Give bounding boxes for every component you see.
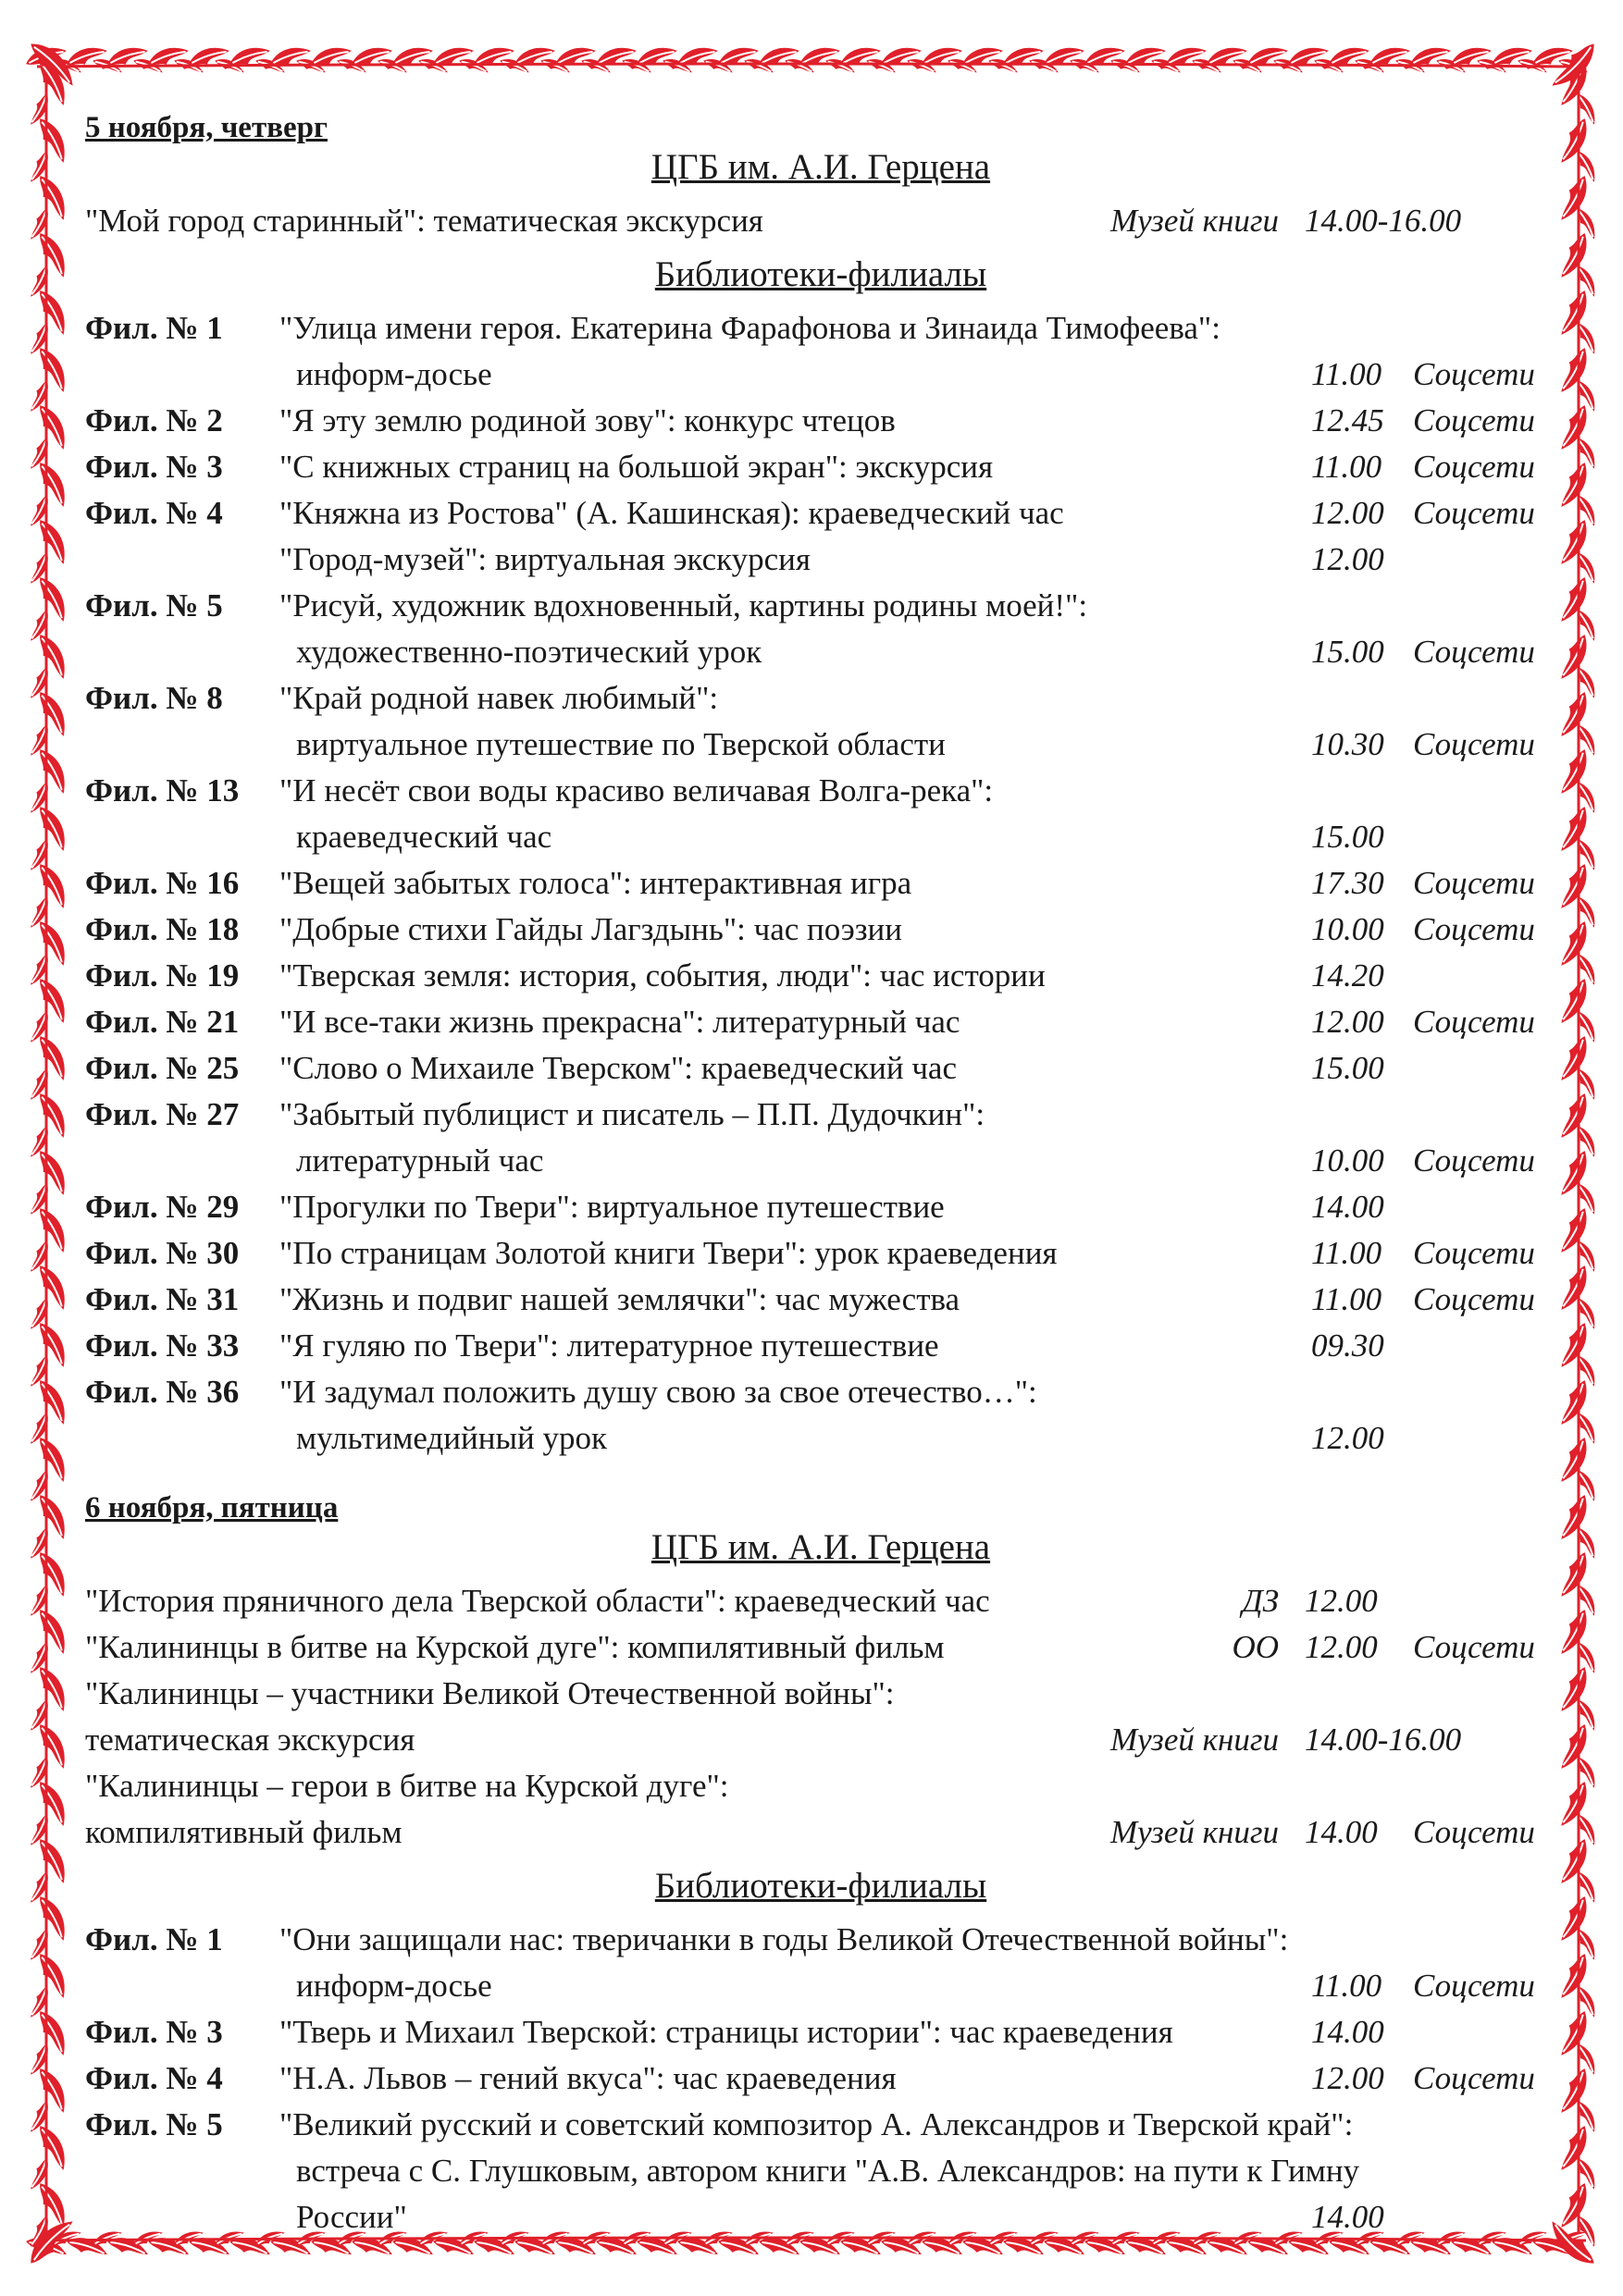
event-location: ДЗ — [1242, 1583, 1279, 1619]
event-time: 10.00 — [1311, 911, 1384, 947]
event-time: 14.00 — [1311, 1189, 1384, 1225]
branch-number: Фил. № 5 — [85, 587, 223, 623]
branch-number: Фил. № 33 — [85, 1327, 240, 1364]
branch-event — [85, 1045, 1556, 1092]
branch-number: Фил. № 19 — [85, 957, 240, 994]
branch-event — [85, 1917, 1556, 2009]
event-title-line: тематическая экскурсия — [85, 1722, 415, 1758]
event-time: 17.30 — [1311, 865, 1384, 901]
branch-event — [85, 1277, 1556, 1323]
event-platform: Соцсети — [1413, 1629, 1535, 1665]
branch-event — [85, 1230, 1556, 1277]
event-title-line: информ-досье — [296, 1968, 492, 2004]
event-central — [85, 198, 1556, 244]
branch-event — [85, 860, 1556, 907]
event-time: 12.00 — [1311, 2060, 1384, 2096]
event-platform: Соцсети — [1413, 911, 1535, 947]
section-title-branches: Библиотеки-филиалы — [654, 1866, 987, 1906]
branch-number: Фил. № 13 — [85, 772, 240, 809]
event-time: 09.30 — [1311, 1327, 1384, 1364]
event-central — [85, 1578, 1556, 1624]
event-location: Музей книги — [1109, 203, 1279, 239]
event-platform: Соцсети — [1413, 1142, 1535, 1179]
event-title-line: "Город-музей": виртуальная экскурсия — [279, 541, 812, 577]
event-time: 12.00 — [1311, 495, 1384, 531]
branch-number: Фил. № 3 — [85, 2014, 223, 2050]
branch-event — [85, 398, 1556, 444]
event-title-line: встреча с С. Глушковым, автором книги "А.В. Александров: на пути к Гимну — [296, 2153, 1360, 2189]
event-time: 14.00-16.00 — [1305, 203, 1462, 239]
event-title-line: "Край родной навек любимый": — [279, 680, 719, 716]
branch-number: Фил. № 3 — [85, 449, 223, 485]
event-title-line: "Вещей забытых голоса": интерактивная игра — [279, 865, 912, 901]
event-title-line: "Княжна из Ростова" (А. Кашинская): краеведческий час — [279, 495, 1064, 531]
event-time: 12.00 — [1311, 1420, 1384, 1456]
day-heading: 6 ноября, пятница — [85, 1491, 339, 1524]
event-platform: Соцсети — [1413, 634, 1535, 670]
event-title-line: "Тверская земля: история, события, люди": час истории — [279, 957, 1046, 994]
branch-number: Фил. № 1 — [85, 310, 223, 346]
event-title-line: литературный час — [296, 1142, 544, 1179]
branch-number: Фил. № 36 — [85, 1374, 240, 1410]
branch-number: Фил. № 4 — [85, 2060, 223, 2096]
event-title-line: "История пряничного дела Тверской области": краеведческий час — [85, 1583, 990, 1619]
event-time: 14.00 — [1311, 2199, 1384, 2235]
event-time: 14.00 — [1311, 2014, 1384, 2050]
event-title-line: "По страницам Золотой книги Твери": урок краеведения — [279, 1235, 1058, 1271]
event-title-line: "И задумал положить душу свою за свое отечество…": — [279, 1374, 1037, 1410]
branch-number: Фил. № 16 — [85, 865, 240, 901]
branch-number: Фил. № 1 — [85, 1921, 223, 1957]
event-platform: Соцсети — [1413, 1004, 1535, 1040]
event-title-line: "Калининцы – герои в битве на Курской дуге": — [85, 1768, 729, 1804]
branch-event — [85, 583, 1556, 675]
event-platform: Соцсети — [1413, 1281, 1535, 1317]
schedule-page — [85, 109, 1556, 2235]
event-platform: Соцсети — [1413, 1968, 1535, 2004]
event-platform: Соцсети — [1413, 449, 1535, 485]
branch-number: Фил. № 2 — [85, 402, 223, 438]
event-title-line: "С книжных страниц на большой экран": экскурсия — [279, 449, 994, 485]
section-title-central: ЦГБ им. А.И. Герцена — [650, 147, 991, 187]
event-time: 12.00 — [1311, 541, 1384, 577]
event-title-line: "Н.А. Львов – гений вкуса": час краеведения — [279, 2060, 897, 2096]
event-time: 12.00 — [1305, 1583, 1378, 1619]
branch-event — [85, 1184, 1556, 1230]
event-title-line: "Прогулки по Твери": виртуальное путешествие — [279, 1189, 945, 1225]
event-title-line: "И все-таки жизнь прекрасна": литературный час — [279, 1004, 960, 1040]
branch-event — [85, 537, 1556, 583]
branch-event — [85, 1369, 1556, 1462]
event-title-line: "Рисуй, художник вдохновенный, картины родины моей!": — [279, 587, 1088, 623]
branch-number: Фил. № 4 — [85, 495, 223, 531]
event-time: 15.00 — [1311, 819, 1384, 855]
day-heading: 5 ноября, четверг — [85, 111, 328, 144]
event-time: 11.00 — [1311, 1968, 1382, 2004]
event-title-line: информ-досье — [296, 356, 492, 392]
event-title-line: "Калининцы – участники Великой Отечественной войны": — [85, 1675, 895, 1711]
branch-event — [85, 2102, 1556, 2240]
branch-event — [85, 768, 1556, 860]
section-title-central: ЦГБ им. А.И. Герцена — [650, 1527, 991, 1567]
event-time: 14.00-16.00 — [1305, 1722, 1462, 1758]
event-time: 14.20 — [1311, 957, 1384, 994]
branch-number: Фил. № 8 — [85, 680, 223, 716]
event-title-line: "Жизнь и подвиг нашей землячки": час мужества — [279, 1281, 960, 1317]
event-platform: Соцсети — [1413, 865, 1535, 901]
branch-event — [85, 2009, 1556, 2055]
branch-number: Фил. № 31 — [85, 1281, 240, 1317]
branch-event — [85, 953, 1556, 999]
event-title-line: "Они защищали нас: тверичанки в годы Великой Отечественной войны": — [279, 1921, 1289, 1957]
event-platform: Соцсети — [1413, 2060, 1535, 2096]
event-title-line: "Я гуляю по Твери": литературное путешествие — [279, 1327, 939, 1364]
event-title-line: "Мой город старинный": тематическая экскурсия — [85, 203, 763, 239]
event-title-line: художественно-поэтический урок — [296, 634, 762, 670]
branch-event — [85, 907, 1556, 953]
branch-number: Фил. № 29 — [85, 1189, 240, 1225]
branch-event — [85, 2055, 1556, 2102]
event-title-line: "Калининцы в битве на Курской дуге": компилятивный фильм — [85, 1629, 945, 1665]
event-time: 11.00 — [1311, 356, 1382, 392]
event-platform: Соцсети — [1413, 1814, 1535, 1850]
branch-number: Фил. № 27 — [85, 1096, 240, 1132]
event-time: 10.30 — [1311, 726, 1384, 762]
event-location: Музей книги — [1109, 1722, 1279, 1758]
event-time: 12.45 — [1311, 402, 1384, 438]
branch-event — [85, 999, 1556, 1045]
event-title-line: виртуальное путешествие по Тверской области — [296, 726, 946, 762]
branch-event — [85, 490, 1556, 537]
event-title-line: краеведческий час — [296, 819, 552, 855]
event-time: 14.00 — [1305, 1814, 1378, 1850]
event-time: 10.00 — [1311, 1142, 1384, 1179]
section-title-branches: Библиотеки-филиалы — [654, 254, 987, 294]
branch-event — [85, 444, 1556, 490]
event-time: 15.00 — [1311, 1050, 1384, 1086]
event-central — [85, 1671, 1556, 1763]
event-central — [85, 1763, 1556, 1856]
event-time: 11.00 — [1311, 449, 1382, 485]
event-location: Музей книги — [1109, 1814, 1279, 1850]
event-time: 11.00 — [1311, 1235, 1382, 1271]
event-title-line: "И несёт свои воды красиво величавая Волга-река": — [279, 772, 994, 809]
event-location: ОО — [1232, 1629, 1279, 1665]
event-title-line: "Добрые стихи Гайды Лагздынь": час поэзии — [279, 911, 902, 947]
event-title-line: "Тверь и Михаил Тверской: страницы истории": час краеведения — [279, 2014, 1173, 2050]
event-platform: Соцсети — [1413, 495, 1535, 531]
event-title-line: компилятивный фильм — [85, 1814, 403, 1850]
branch-number: Фил. № 18 — [85, 911, 240, 947]
event-platform: Соцсети — [1413, 726, 1535, 762]
event-title-line: "Улица имени героя. Екатерина Фарафонова и Зинаида Тимофеева": — [279, 310, 1220, 346]
event-title-line: "Слово о Михаиле Тверском": краеведческий час — [279, 1050, 957, 1086]
branch-number: Фил. № 25 — [85, 1050, 240, 1086]
branch-event — [85, 675, 1556, 768]
branch-number: Фил. № 30 — [85, 1235, 240, 1271]
event-time: 11.00 — [1311, 1281, 1382, 1317]
event-platform: Соцсети — [1413, 402, 1535, 438]
event-time: 15.00 — [1311, 634, 1384, 670]
branch-number: Фил. № 5 — [85, 2106, 223, 2142]
event-platform: Соцсети — [1413, 356, 1535, 392]
branch-event — [85, 1092, 1556, 1184]
branch-number: Фил. № 21 — [85, 1004, 240, 1040]
event-title-line: "Великий русский и советский композитор А. Александров и Тверской край": — [279, 2106, 1354, 2142]
event-time: 12.00 — [1311, 1004, 1384, 1040]
event-title-line: мультимедийный урок — [296, 1420, 607, 1456]
branch-event — [85, 305, 1556, 398]
event-time: 12.00 — [1305, 1629, 1378, 1665]
event-title-line: России" — [296, 2199, 407, 2235]
event-title-line: "Я эту землю родиной зову": конкурс чтецов — [279, 402, 896, 438]
event-central — [85, 1624, 1556, 1671]
event-platform: Соцсети — [1413, 1235, 1535, 1271]
branch-event — [85, 1323, 1556, 1369]
event-title-line: "Забытый публицист и писатель – П.П. Дудочкин": — [279, 1096, 985, 1132]
